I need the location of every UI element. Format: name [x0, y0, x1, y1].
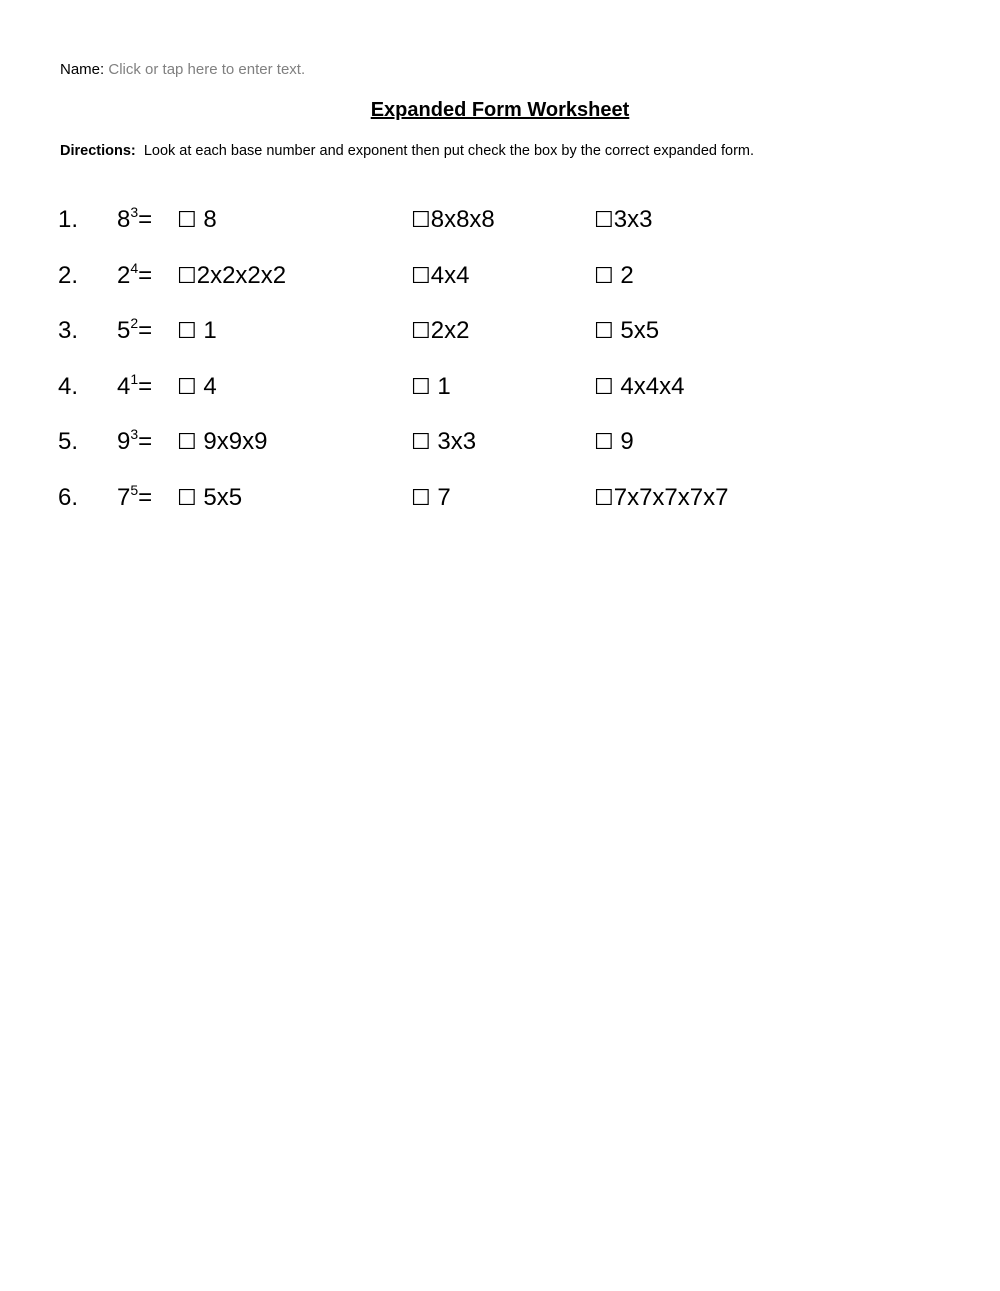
- name-line: [60, 60, 305, 80]
- worksheet-title: Expanded Form Worksheet: [370, 99, 630, 121]
- answer-option[interactable]: [411, 478, 451, 519]
- answer-option[interactable]: [594, 478, 728, 519]
- equals-sign: =: [138, 261, 153, 289]
- question-row: [58, 256, 938, 312]
- question-row: [58, 200, 938, 256]
- answer-option[interactable]: [411, 256, 469, 297]
- question-row: [58, 311, 938, 367]
- question-number: 3.: [58, 317, 79, 345]
- directions-label: Directions:: [60, 143, 136, 159]
- base: 4: [117, 372, 131, 400]
- option-label: 8: [196, 206, 217, 233]
- question-list: [58, 200, 938, 534]
- power-expression: [117, 478, 152, 518]
- option-label: 8x8x8: [430, 206, 495, 233]
- checkbox-icon[interactable]: ☐: [411, 208, 431, 233]
- directions-text: Look at each base number and exponent then put check the box by the correct expanded form.: [143, 143, 755, 159]
- option-label: 7x7x7x7x7: [613, 483, 729, 511]
- question-row: [58, 478, 938, 534]
- checkbox-icon[interactable]: ☐: [594, 319, 614, 345]
- question-row: [58, 422, 938, 478]
- base: 2: [117, 261, 131, 289]
- equals-sign: =: [138, 372, 153, 400]
- power-expression: [117, 256, 152, 296]
- base: 7: [117, 483, 131, 511]
- option-label: 4x4x4: [613, 372, 685, 400]
- power-expression: [117, 367, 152, 407]
- checkbox-icon[interactable]: ☐: [177, 485, 197, 511]
- checkbox-icon[interactable]: ☐: [594, 374, 614, 400]
- exponent: 2: [130, 315, 139, 332]
- checkbox-icon[interactable]: ☐: [411, 485, 431, 511]
- question-number: 6.: [58, 483, 79, 511]
- exponent: 3: [130, 204, 139, 220]
- answer-option[interactable]: [411, 311, 469, 352]
- answer-option[interactable]: [594, 367, 684, 408]
- equals-sign: =: [138, 317, 153, 345]
- option-label: 4: [196, 372, 217, 400]
- checkbox-icon[interactable]: ☐: [594, 430, 614, 456]
- answer-option[interactable]: [177, 367, 217, 408]
- power-expression: [117, 200, 152, 240]
- answer-option[interactable]: [177, 422, 267, 463]
- checkbox-icon[interactable]: ☐: [594, 208, 614, 233]
- checkbox-icon[interactable]: ☐: [177, 208, 197, 233]
- option-label: 5x5: [613, 317, 660, 345]
- question-number: 5.: [58, 428, 79, 456]
- base: 5: [117, 317, 131, 345]
- checkbox-icon[interactable]: ☐: [594, 263, 614, 289]
- name-label: Name:: [60, 61, 105, 78]
- answer-option[interactable]: [594, 311, 659, 352]
- checkbox-icon[interactable]: ☐: [411, 319, 431, 345]
- answer-option[interactable]: [411, 367, 451, 408]
- name-input[interactable]: Click or tap here to enter text.: [108, 61, 306, 78]
- equals-sign: =: [138, 483, 153, 511]
- option-label: 7: [430, 483, 451, 511]
- answer-option[interactable]: [411, 422, 476, 463]
- equals-sign: =: [138, 206, 153, 233]
- question-number: 2.: [58, 261, 79, 289]
- option-label: 9: [613, 428, 634, 456]
- exponent: 1: [130, 370, 139, 387]
- answer-option[interactable]: [177, 256, 286, 297]
- option-label: 2x2: [430, 317, 470, 345]
- option-label: 3x3: [430, 428, 477, 456]
- answer-option[interactable]: [594, 256, 634, 297]
- answer-option[interactable]: [594, 200, 652, 241]
- answer-option[interactable]: [411, 200, 495, 241]
- question-number: 1.: [58, 206, 79, 233]
- base: 9: [117, 428, 131, 456]
- question-row: [58, 367, 938, 423]
- answer-option[interactable]: [177, 200, 217, 241]
- equals-sign: =: [138, 428, 153, 456]
- answer-option[interactable]: [177, 478, 242, 519]
- option-label: 3x3: [613, 206, 653, 233]
- checkbox-icon[interactable]: ☐: [177, 263, 197, 289]
- checkbox-icon[interactable]: ☐: [177, 430, 197, 456]
- option-label: 2: [613, 261, 634, 289]
- option-label: 4x4: [430, 261, 470, 289]
- option-label: 9x9x9: [196, 428, 268, 456]
- checkbox-icon[interactable]: ☐: [411, 263, 431, 289]
- exponent: 3: [130, 426, 139, 443]
- answer-option[interactable]: [177, 311, 217, 352]
- checkbox-icon[interactable]: ☐: [411, 374, 431, 400]
- exponent: 4: [130, 259, 139, 276]
- answer-option[interactable]: [594, 422, 634, 463]
- question-number: 4.: [58, 372, 79, 400]
- option-label: 2x2x2x2: [196, 261, 287, 289]
- checkbox-icon[interactable]: ☐: [177, 319, 197, 345]
- checkbox-icon[interactable]: ☐: [411, 430, 431, 456]
- option-label: 1: [430, 372, 451, 400]
- checkbox-icon[interactable]: ☐: [594, 485, 614, 511]
- option-label: 5x5: [196, 483, 243, 511]
- option-label: 1: [196, 317, 217, 345]
- directions: [60, 141, 754, 161]
- checkbox-icon[interactable]: ☐: [177, 374, 197, 400]
- base: 8: [117, 206, 131, 233]
- power-expression: [117, 422, 152, 462]
- exponent: 5: [130, 481, 139, 498]
- power-expression: [117, 311, 152, 351]
